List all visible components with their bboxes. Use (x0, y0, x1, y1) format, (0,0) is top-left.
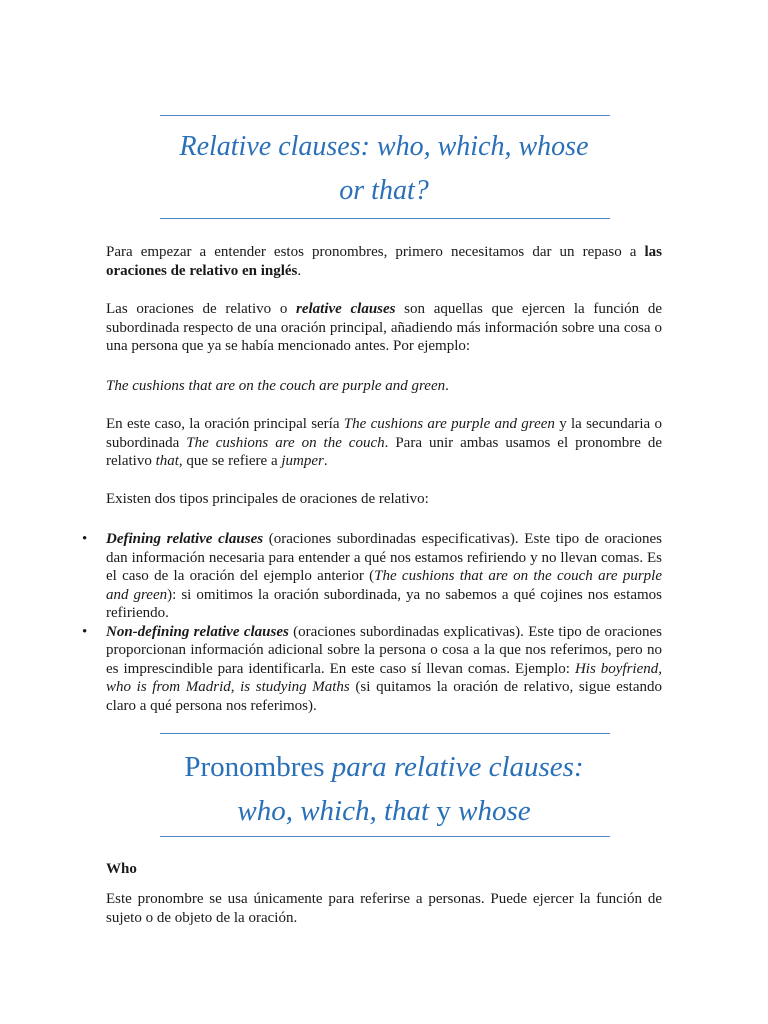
example-sentence: The cushions that are on the couch are purple and green. (106, 378, 449, 394)
explanation-paragraph: En este caso, la oración principal sería The cushions are purple and green y la secundaria o subordinada The cushions are on the couch. Para unir ambas usamos el pronombre de relativo that, que se refiere a jumper. (106, 416, 662, 469)
bullet-icon: • (82, 531, 88, 547)
intro-paragraph: Para empezar a entender estos pronombres, primero necesitamos dar un repaso a las oraciones de relativo en inglés. (106, 244, 662, 279)
section-title (120, 745, 648, 833)
section-title-line-1: Pronombres para relative clauses: (184, 751, 584, 783)
definition-paragraph: Las oraciones de relativo o relative clauses son aquellas que ejercen la función de subordinada respecto de una oración principal, añadiendo más información sobre una cosa o una persona que ya se había mencionado antes. Por ejemplo: (106, 301, 662, 354)
title-top-rule (160, 115, 610, 116)
relative-clauses-link-text: las oraciones de relativo en inglés (106, 244, 662, 279)
title-line-1: Relative clauses: who, which, whose (179, 131, 589, 162)
bullet-icon: • (82, 623, 88, 640)
relative-clause-types-list (82, 530, 663, 715)
section-top-rule (160, 733, 610, 734)
list-item: • Defining relative clauses (oraciones subordinadas especificativas). Este tipo de oraciones dan información necesaria para entender a qué nos estamos refiriendo y no llevan comas. Es el caso de la oración del ejemplo anterior (The cushions that are on the couch are purple and green): si omitimos la oración subordinada, ya no sabemos a qué cojines nos estamos refiriendo. (82, 531, 663, 621)
list-item: • Non-defining relative clauses (oraciones subordinadas explicativas). Este tipo de oraciones proporcionan información adicional sobre la persona o cosa a la que nos referimos, pero no es imprescindible para identificarla. En este caso sí llevan comas. Ejemplo: His boyfriend, who is from Madrid, is studying Maths (si quitamos la oración de relativo, sigue estando claro a qué persona nos referimos). (82, 623, 663, 714)
title-line-2: or that? (339, 175, 429, 206)
section-title-line-2: who, which, that y whose (237, 795, 531, 827)
who-heading: Who (106, 861, 137, 877)
title-bottom-rule (160, 218, 610, 219)
section-bottom-rule (160, 836, 610, 837)
who-paragraph: Este pronombre se usa únicamente para referirse a personas. Puede ejercer la función de sujeto o de objeto de la oración. (106, 891, 662, 926)
page-title (120, 125, 648, 213)
types-intro: Existen dos tipos principales de oraciones de relativo: (106, 491, 429, 507)
